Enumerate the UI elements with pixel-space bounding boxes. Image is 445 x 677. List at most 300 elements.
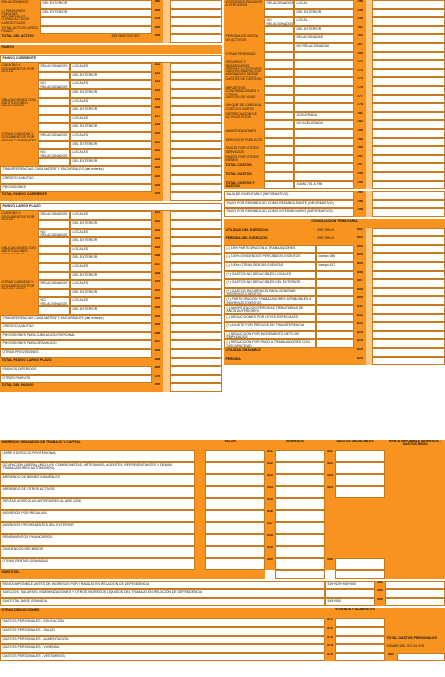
amount-input[interactable] — [372, 43, 445, 52]
row-code: 449 — [152, 280, 163, 289]
amount-input[interactable] — [372, 262, 445, 271]
amount-input[interactable] — [385, 589, 445, 598]
amount-input[interactable] — [335, 653, 385, 662]
row-marker — [163, 158, 170, 167]
row-code: 782 — [354, 120, 366, 129]
amount-input[interactable] — [372, 120, 445, 129]
sub-label: LOCALES — [70, 80, 152, 89]
amount-input[interactable] — [372, 331, 445, 340]
valor-input[interactable] — [205, 534, 265, 546]
row-label: CRÉDITO A MUTUO — [0, 175, 152, 184]
row-label: ARRIENDO DE OTROS ACTIVOS — [0, 486, 195, 498]
subtotal-ingresos[interactable] — [275, 570, 325, 579]
amount-input[interactable] — [170, 17, 222, 26]
group-label — [0, 80, 38, 89]
amount-input[interactable] — [372, 172, 445, 181]
row-code — [195, 522, 205, 534]
amount-input[interactable] — [170, 63, 222, 72]
amount-input[interactable] — [170, 0, 222, 9]
ingresos-input[interactable] — [275, 558, 325, 570]
row-formula — [316, 331, 354, 340]
row-code: 773 — [354, 69, 366, 78]
gastos-input[interactable] — [335, 450, 385, 462]
amount-input[interactable] — [372, 60, 445, 69]
amount-input[interactable] — [372, 112, 445, 121]
amount-input[interactable] — [170, 184, 222, 193]
empty-cell — [385, 618, 445, 627]
amount-input[interactable] — [372, 228, 445, 237]
valor-input[interactable] — [205, 510, 265, 522]
row-marker — [163, 220, 170, 229]
sub-label: DEL EXTERIOR — [70, 89, 152, 98]
valor-input[interactable] — [205, 462, 265, 474]
row-code: 412 — [152, 72, 163, 81]
sub-label: DEL EXTERIOR — [70, 272, 152, 281]
sub-label: NO RELACIONADAS — [294, 43, 354, 52]
row-marker — [163, 184, 170, 193]
row-label: INTERESES PAGADOS A TERCEROS — [225, 0, 263, 8]
amount-input[interactable] — [372, 69, 445, 78]
amount-input[interactable] — [372, 155, 445, 164]
row-code: 571 — [325, 618, 335, 627]
amount-input[interactable] — [372, 163, 445, 172]
amount-input[interactable] — [170, 132, 222, 141]
group-label: CUENTAS Y DOCUMENTOS POR — [0, 211, 38, 220]
row-code: 778 — [354, 103, 366, 112]
empty-cell — [385, 450, 445, 462]
bottom-col5-header: RENTA IMPONIBLE INGRESOS - GASTOS DEDU — [385, 440, 445, 450]
row-code: 455 — [152, 323, 163, 332]
amount-input[interactable] — [335, 636, 385, 645]
row-label: UTILIDAD GRAVABLE — [224, 348, 316, 357]
row-label: (-) AMORTIZACIÓN PÉRDIDAS TRIBUTARIAS DE AÑOS ANTERIORES — [224, 305, 316, 314]
row-marker — [163, 323, 170, 332]
row-code: 819 — [354, 348, 366, 357]
sub-label — [294, 138, 354, 147]
valor-input[interactable] — [205, 486, 265, 498]
amount-input[interactable] — [170, 263, 222, 272]
relation-label: NO RELACIONADOS — [38, 80, 70, 89]
row-label: (+) AJUSTE POR PRECIOS DE TRANSFERENCIA — [224, 322, 316, 331]
amount-input[interactable] — [372, 146, 445, 155]
row-marker — [163, 63, 170, 72]
relation-label: NO RELACIONADOS — [38, 229, 70, 238]
row-code: 442 — [152, 220, 163, 229]
amount-input[interactable] — [372, 314, 445, 323]
row-code: 807 — [354, 279, 366, 288]
row-code: 574 — [325, 644, 335, 653]
amount-input[interactable] — [170, 349, 222, 358]
row-code: 451 — [152, 289, 163, 298]
amount-input[interactable] — [335, 618, 385, 627]
pasivo-header: PASIVO — [0, 45, 222, 54]
valor-input[interactable] — [205, 558, 265, 570]
amount-input[interactable] — [372, 253, 445, 262]
group-label — [0, 263, 38, 272]
ingresos-input[interactable] — [275, 450, 325, 462]
row-code: 785 — [354, 129, 366, 138]
amount-input[interactable] — [372, 86, 445, 95]
amount-input[interactable] — [170, 72, 222, 81]
sub-label: NO ACELERADA — [294, 120, 354, 129]
amount-input[interactable] — [372, 34, 445, 43]
amount-input[interactable] — [170, 229, 222, 238]
row-label: UTILIDAD DEL EJERCICIO — [224, 228, 316, 237]
row-label: (+) GASTOS NO DEDUCIBLES DEL EXTERIOR — [224, 279, 316, 288]
ingresos-input[interactable] — [275, 498, 325, 510]
row-code — [195, 462, 205, 474]
row-label — [224, 43, 264, 52]
row-label: (-) DEDUCCIÓN POR PAGO A TRABAJADORES CON DISCAPACIDAD — [224, 339, 316, 348]
sub-label — [294, 103, 354, 112]
row-code: 458 — [152, 349, 163, 358]
sub-label: LOCAL — [294, 0, 354, 9]
row-label: (-) 100% DIVIDENDOS PERCIBIDOS EXENTOS — [224, 253, 316, 262]
row-marker — [163, 263, 170, 272]
row-code: 457 — [152, 340, 163, 349]
row-label: BAJA DE INVENTARIO (INFORMATIVO) — [224, 191, 354, 200]
amount-input[interactable] — [372, 0, 445, 9]
relation-label — [38, 89, 70, 98]
row-label: CRÉDITO A MUTUO — [0, 323, 152, 332]
amount-input[interactable] — [170, 366, 222, 375]
row-marker — [163, 123, 170, 132]
ingresos-input[interactable] — [275, 510, 325, 522]
row-marker — [163, 340, 170, 349]
group-label — [0, 149, 38, 158]
valor-input[interactable] — [205, 450, 265, 462]
gastos-input[interactable] — [335, 558, 385, 570]
row-code — [195, 546, 205, 558]
relation-label: RELACIONADOS — [264, 0, 294, 9]
row-code: 812 — [354, 314, 366, 323]
row-code: 523 — [325, 474, 335, 486]
row-code: 805 — [354, 262, 366, 271]
amount-input[interactable] — [372, 138, 445, 147]
row-code: 456 — [152, 332, 163, 341]
empty-cell — [325, 522, 385, 534]
row-label: PÉRDIDA EN VENTA DE ACTIVOS — [224, 34, 264, 43]
relation-label — [264, 129, 294, 138]
amount-input[interactable] — [170, 289, 222, 298]
amount-input[interactable] — [170, 26, 222, 35]
amount-input[interactable] — [372, 77, 445, 86]
amount-input[interactable] — [170, 123, 222, 132]
group-label — [0, 89, 38, 98]
total-activo-input[interactable] — [170, 34, 222, 43]
sub-label: DEL EXTERIOR — [70, 158, 152, 167]
amount-input[interactable] — [372, 236, 445, 245]
row-code — [195, 558, 205, 570]
row-formula: 549+550 — [325, 598, 375, 607]
sub-label: SUMA 701 A 798 — [294, 181, 354, 190]
sub-label — [294, 163, 354, 172]
ingresos-input[interactable] — [275, 486, 325, 498]
sub-label: LOCALES — [70, 229, 152, 238]
amount-input[interactable] — [170, 237, 222, 246]
amount-input[interactable] — [372, 200, 445, 209]
row-code: 511 — [265, 450, 275, 462]
row-label: PROVISIONES PARA JUBILACIÓN PATRONAL — [0, 332, 152, 341]
amount-input[interactable] — [372, 52, 445, 61]
amount-input[interactable] — [372, 26, 445, 35]
subtotal-gastos[interactable] — [335, 570, 385, 579]
ingresos-input[interactable] — [275, 522, 325, 534]
row-code: 360 — [152, 0, 163, 9]
amount-input[interactable] — [372, 357, 445, 366]
relation-label — [38, 306, 70, 315]
row-label: (-) 15% PARTICIPACIÓN A TRABAJADORES — [224, 245, 316, 254]
row-code: 767 — [354, 43, 366, 52]
gastos-input[interactable] — [335, 486, 385, 498]
valor-input[interactable] — [205, 474, 265, 486]
row-sub: DEL EXTERIOR — [40, 9, 152, 18]
sub-label — [294, 146, 354, 155]
sub-label — [294, 155, 354, 164]
ingresos-input[interactable] — [275, 474, 325, 486]
row-code: 413 — [152, 80, 163, 89]
amount-input[interactable] — [170, 166, 222, 175]
amount-input[interactable] — [372, 339, 445, 348]
relation-label — [38, 289, 70, 298]
amount-input[interactable] — [170, 315, 222, 324]
row-label: PROVISIONES — [0, 184, 152, 193]
amount-input[interactable] — [170, 175, 222, 184]
ingresos-input[interactable] — [275, 546, 325, 558]
row-label: PÉRDIDA DEL EJERCICIO — [224, 236, 316, 245]
sub-label — [294, 60, 354, 69]
row-code: 369 — [152, 9, 163, 18]
total-gastos-input[interactable] — [397, 653, 445, 662]
row-label: DEPRECIACIÓN DE ACTIVOS FIJOS — [224, 112, 264, 121]
row-marker — [163, 306, 170, 315]
row-label: LIBRE EJERCICIO PROFESIONAL — [0, 450, 195, 462]
amount-input[interactable] — [335, 644, 385, 653]
valor-input[interactable] — [205, 546, 265, 558]
row-marker — [163, 366, 170, 375]
sub-label — [294, 172, 354, 181]
row-label — [224, 9, 264, 18]
gastos-input[interactable] — [335, 462, 385, 474]
empty-cell — [385, 546, 445, 558]
ingresos-input[interactable] — [275, 462, 325, 474]
amount-input[interactable] — [170, 9, 222, 18]
sub-label — [294, 77, 354, 86]
amount-input[interactable] — [170, 141, 222, 150]
ingresos-input[interactable] — [275, 534, 325, 546]
amount-input[interactable] — [170, 211, 222, 220]
row-code: 573 — [325, 636, 335, 645]
amount-input[interactable] — [385, 598, 445, 607]
row-code: 415 — [152, 98, 163, 107]
row-marker — [163, 383, 170, 392]
relation-label — [264, 155, 294, 164]
amount-input[interactable] — [170, 115, 222, 124]
relation-label — [38, 254, 70, 263]
amount-input[interactable] — [170, 254, 222, 263]
amount-input[interactable] — [170, 332, 222, 341]
amount-input[interactable] — [385, 581, 445, 590]
amount-input[interactable] — [372, 348, 445, 357]
row-formula — [316, 348, 354, 357]
row-label: TOTAL PASIVO LARGO PLAZO — [0, 358, 152, 367]
amount-input[interactable] — [170, 340, 222, 349]
amount-input[interactable] — [170, 89, 222, 98]
row-code — [195, 510, 205, 522]
group-label — [0, 72, 38, 81]
row-code: 539 — [325, 558, 335, 570]
gastos-input[interactable] — [335, 474, 385, 486]
sub-label: DEL EXTERIOR — [70, 254, 152, 263]
row-code: 777 — [354, 95, 366, 104]
bottom-col3-header: INGRESOS — [265, 440, 325, 450]
amount-input[interactable] — [372, 103, 445, 112]
row-label: GASTOS PERSONALES - VESTIMENTA — [0, 653, 325, 662]
amount-input[interactable] — [170, 323, 222, 332]
amount-input[interactable] — [170, 358, 222, 367]
amount-input[interactable] — [170, 106, 222, 115]
amount-input[interactable] — [170, 297, 222, 306]
amount-input[interactable] — [372, 208, 445, 217]
amount-input[interactable] — [335, 627, 385, 636]
amount-input[interactable] — [372, 305, 445, 314]
row-code: 795 — [354, 191, 366, 200]
total-gastos-formula: SUMAR DEL 571 AL 575 — [385, 644, 445, 653]
sub-label: LOCALES — [70, 211, 152, 220]
amount-input[interactable] — [372, 17, 445, 26]
group-label: OTRAS CUENTAS Y DOCUMENTOS POR — [0, 280, 38, 289]
row-code: 529 — [265, 558, 275, 570]
relation-label — [264, 138, 294, 147]
amount-input[interactable] — [170, 375, 222, 384]
group-label: OBLIGACIONES CON INSTITUCIONES — [0, 246, 38, 255]
row-code: 421 — [152, 141, 163, 150]
amount-input[interactable] — [372, 129, 445, 138]
row-label: OTRAS PÉRDIDAS — [224, 52, 264, 61]
row-label: PAGO POR REEMBOLSO COMO REEMBOLSANTE (INFORMATIVO) — [224, 200, 354, 209]
amount-input[interactable] — [372, 322, 445, 331]
total-activo-code: 399 — [152, 34, 163, 43]
row-marker — [163, 72, 170, 81]
row-sub: DEL EXTERIOR — [40, 0, 152, 9]
sub-label — [294, 129, 354, 138]
row-label: (-) 100% OTRAS RENTAS EXENTAS — [224, 262, 316, 271]
row-marker — [163, 98, 170, 107]
relation-label — [38, 115, 70, 124]
sub-label: LOCALES — [70, 63, 152, 72]
row-label: GASTOS DE GESTIÓN — [224, 77, 264, 86]
amount-input[interactable] — [372, 181, 445, 190]
conciliacion-header: CONCILIACIÓN TRIBUTARIA — [224, 219, 445, 228]
amount-input[interactable] — [170, 272, 222, 281]
row-code: 424 — [152, 166, 163, 175]
row-code: 559 — [375, 598, 385, 607]
amount-input[interactable] — [170, 98, 222, 107]
row-label: TOTAL ACTIVO LARGO PLAZO — [1, 25, 39, 34]
row-marker — [163, 149, 170, 158]
amount-input[interactable] — [170, 220, 222, 229]
row-marker — [163, 358, 170, 367]
relation-label — [38, 141, 70, 150]
relation-label: RELACIONADOS — [38, 280, 70, 289]
amount-input[interactable] — [372, 296, 445, 305]
row-label: SUBTOTAL BASE GRAVADA — [0, 598, 325, 607]
relation-label: RELACIONADOS — [38, 63, 70, 72]
row-marker — [163, 166, 170, 175]
row-formula — [316, 245, 354, 254]
amount-input[interactable] — [372, 288, 445, 297]
row-label: PAGOS POR OTROS SERVICIOS — [224, 146, 264, 155]
group-label — [0, 272, 38, 281]
amount-input[interactable] — [170, 149, 222, 158]
amount-input[interactable] — [372, 95, 445, 104]
relation-label — [264, 86, 294, 95]
empty-cell — [325, 534, 385, 546]
group-label — [0, 123, 38, 132]
amount-input[interactable] — [170, 192, 222, 201]
sub-label: LOCAL — [294, 17, 354, 26]
amount-input[interactable] — [170, 280, 222, 289]
amount-input[interactable] — [372, 279, 445, 288]
row-code: 575 — [325, 653, 335, 662]
amount-input[interactable] — [372, 191, 445, 200]
amount-input[interactable] — [372, 245, 445, 254]
relation-label: RELACIONADOS — [38, 211, 70, 220]
row-label: GASTOS PERSONALES - VIVIENDA — [0, 644, 325, 653]
row-code: 422 — [152, 149, 163, 158]
amount-input[interactable] — [170, 80, 222, 89]
row-code: 829 — [354, 357, 366, 366]
row-label: INGRESOS PROVENIENTES DEL EXTERIOR — [0, 522, 195, 534]
row-formula — [316, 357, 354, 366]
row-code: 499 — [152, 383, 163, 392]
row-code: 758 — [354, 9, 366, 18]
row-label: RENTAS AGRÍCOLAS ANTERIORES AL AÑO 2008 — [0, 498, 195, 510]
group-label — [0, 115, 38, 124]
amount-input[interactable] — [170, 246, 222, 255]
row-code: 763 — [354, 34, 366, 43]
amount-input[interactable] — [170, 158, 222, 167]
amount-input[interactable] — [372, 9, 445, 18]
row-label: TRANSFERENCIAS CASA MATRIZ Y SUCURSALES (del exterior) — [0, 315, 152, 324]
row-marker — [163, 9, 170, 18]
row-label: RENTA IMPONIBLE ANTES DE INGRESOS POR TRABAJO EN RELACIÓN DE DEPENDENCIA — [0, 581, 325, 590]
row-label: OTROS ACTIVOS LARGO PLAZO — [0, 17, 40, 26]
row-code: 815 — [354, 339, 366, 348]
valor-input[interactable] — [205, 498, 265, 510]
row-label: RELACIONADOS — [0, 0, 40, 9]
amount-input[interactable] — [170, 383, 222, 392]
row-code: 516 — [265, 510, 275, 522]
sub-label: LOCALES — [70, 115, 152, 124]
relation-label — [38, 246, 70, 255]
row-code: 799 — [354, 181, 366, 190]
empty-cell — [325, 510, 385, 522]
sub-label: DEL EXTERIOR — [70, 306, 152, 315]
relation-label — [38, 72, 70, 81]
row-marker — [163, 254, 170, 263]
valor-input[interactable] — [205, 522, 265, 534]
row-label: INGRESOS POR REGALÍAS — [0, 510, 195, 522]
amount-input[interactable] — [372, 271, 445, 280]
row-label: PAGO POR REEMBOLSO COMO INTERMEDIARIO (INFORMATIVO) — [224, 208, 354, 217]
empty-cell — [385, 534, 445, 546]
sub-label — [294, 52, 354, 61]
amount-input[interactable] — [170, 306, 222, 315]
row-code: 411 — [152, 63, 163, 72]
row-marker — [163, 349, 170, 358]
row-marker — [163, 272, 170, 281]
